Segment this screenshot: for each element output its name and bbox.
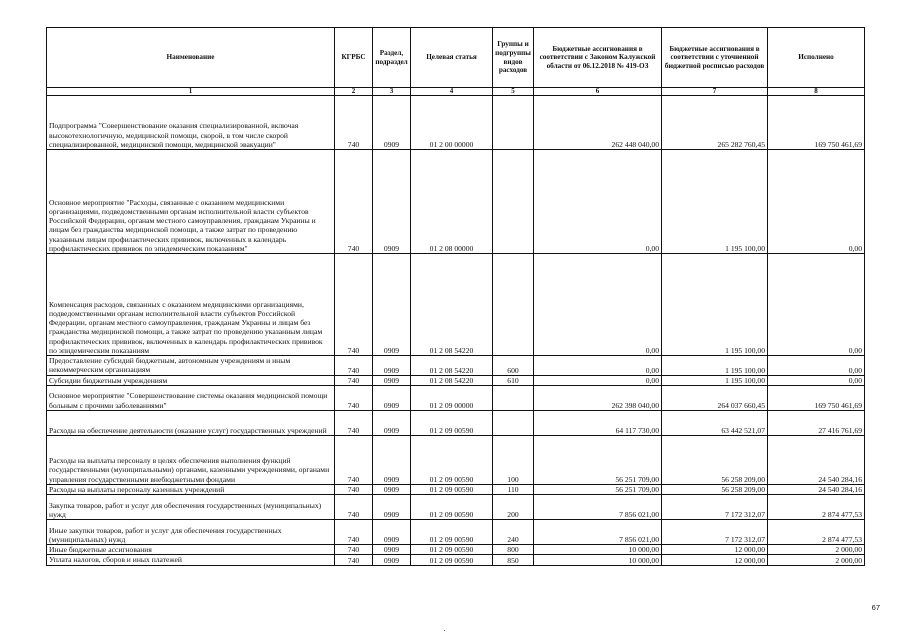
refined-allocation-cell: 7 172 312,07 xyxy=(662,520,768,545)
target-article-cell: 01 2 09 00590 xyxy=(411,410,493,435)
table-row xyxy=(47,150,865,254)
section-cell: 0909 xyxy=(373,545,411,555)
column-number: 6 xyxy=(534,88,662,96)
kgrbs-cell: 740 xyxy=(335,495,373,520)
row-name: Субсидии бюджетным учреждениям xyxy=(47,375,335,385)
law-allocation-cell: 10 000,00 xyxy=(534,545,662,555)
kgrbs-cell: 740 xyxy=(335,410,373,435)
kgrbs-cell: 740 xyxy=(335,385,373,410)
law-allocation-cell: 64 117 730,00 xyxy=(534,410,662,435)
target-article-cell: 01 2 08 54220 xyxy=(411,254,493,356)
expense-type-cell: 850 xyxy=(493,555,534,565)
kgrbs-cell: 740 xyxy=(335,375,373,385)
kgrbs-cell: 740 xyxy=(335,435,373,484)
table-row xyxy=(47,356,865,376)
kgrbs-cell: 740 xyxy=(335,356,373,376)
row-name: Иные бюджетные ассигнования xyxy=(47,545,335,555)
law-allocation-cell: 7 856 021,00 xyxy=(534,495,662,520)
column-number-row xyxy=(47,88,865,96)
table-body xyxy=(47,96,865,566)
law-allocation-cell: 0,00 xyxy=(534,356,662,376)
kgrbs-cell: 740 xyxy=(335,484,373,494)
row-name: Закупка товаров, работ и услуг для обеспечения государственных (муниципальных) нужд xyxy=(47,495,335,520)
section-cell: 0909 xyxy=(373,435,411,484)
executed-cell: 2 874 477,53 xyxy=(768,495,865,520)
row-name: Основное мероприятие "Расходы, связанные с оказанием медицинскими организациями, подведомственными органам исполнительной власти субъектов Российской Федерации, органам местного самоуправления, гражданам Украины и лицам без гражданства медицинской помощи, а также затрат по проведению указанным лицам профилактических прививок, включенных в календарь профилактических прививок по эпидемическим показаниям" xyxy=(47,150,335,254)
refined-allocation-cell: 12 000,00 xyxy=(662,555,768,565)
expense-type-cell: 600 xyxy=(493,356,534,376)
target-article-cell: 01 2 09 00000 xyxy=(411,385,493,410)
budget-execution-table xyxy=(46,27,865,566)
header-expense-type: Группы и подгруппы видов расходов xyxy=(493,28,534,88)
refined-allocation-cell: 56 258 209,00 xyxy=(662,435,768,484)
executed-cell: 27 416 761,69 xyxy=(768,410,865,435)
target-article-cell: 01 2 09 00590 xyxy=(411,520,493,545)
section-cell: 0909 xyxy=(373,254,411,356)
refined-allocation-cell: 1 195 100,00 xyxy=(662,254,768,356)
refined-allocation-cell: 56 258 209,00 xyxy=(662,484,768,494)
executed-cell: 169 750 461,69 xyxy=(768,385,865,410)
target-article-cell: 01 2 09 00590 xyxy=(411,435,493,484)
target-article-cell: 01 2 09 00590 xyxy=(411,545,493,555)
executed-cell: 2 874 477,53 xyxy=(768,520,865,545)
section-cell: 0909 xyxy=(373,356,411,376)
expense-type-cell: 610 xyxy=(493,375,534,385)
expense-type-cell xyxy=(493,385,534,410)
row-name: Расходы на выплаты персоналу в целях обеспечения выполнения функций государственными (муниципальными) органами, казенными учреждениями, органами управления государственными внебюджетными фондами xyxy=(47,435,335,484)
table-row xyxy=(47,385,865,410)
header-target-article: Целевая статья xyxy=(411,28,493,88)
expense-type-cell: 100 xyxy=(493,435,534,484)
table-row xyxy=(47,555,865,565)
column-number: 2 xyxy=(335,88,373,96)
executed-cell: 0,00 xyxy=(768,356,865,376)
target-article-cell: 01 2 00 00000 xyxy=(411,96,493,150)
row-name: Уплата налогов, сборов и иных платежей xyxy=(47,555,335,565)
refined-allocation-cell: 1 195 100,00 xyxy=(662,356,768,376)
section-cell: 0909 xyxy=(373,150,411,254)
table-row xyxy=(47,375,865,385)
table-row xyxy=(47,435,865,484)
kgrbs-cell: 740 xyxy=(335,520,373,545)
executed-cell: 2 000,00 xyxy=(768,545,865,555)
table-row xyxy=(47,545,865,555)
section-cell: 0909 xyxy=(373,96,411,150)
table-row xyxy=(47,484,865,494)
row-name: Основное мероприятие "Совершенствование системы оказания медицинской помощи больным с прочими заболеваниями" xyxy=(47,385,335,410)
executed-cell: 0,00 xyxy=(768,150,865,254)
law-allocation-cell: 0,00 xyxy=(534,150,662,254)
executed-cell: 24 540 284,16 xyxy=(768,484,865,494)
section-cell: 0909 xyxy=(373,555,411,565)
header-section: Раздел, подраздел xyxy=(373,28,411,88)
header-refined-allocations: Бюджетные ассигнования в соответствии с уточненной бюджетной росписью расходов xyxy=(662,28,768,88)
refined-allocation-cell: 63 442 521,07 xyxy=(662,410,768,435)
table-row xyxy=(47,254,865,356)
refined-allocation-cell: 264 037 660,45 xyxy=(662,385,768,410)
kgrbs-cell: 740 xyxy=(335,254,373,356)
target-article-cell: 01 2 09 00590 xyxy=(411,495,493,520)
target-article-cell: 01 2 08 54220 xyxy=(411,356,493,376)
kgrbs-cell: 740 xyxy=(335,96,373,150)
target-article-cell: 01 2 09 00590 xyxy=(411,484,493,494)
row-name: Предоставление субсидий бюджетным, автономным учреждениям и иным некоммерческим организациям xyxy=(47,356,335,376)
header-executed: Исполнено xyxy=(768,28,865,88)
scan-dot xyxy=(444,630,445,631)
target-article-cell: 01 2 08 00000 xyxy=(411,150,493,254)
law-allocation-cell: 56 251 709,00 xyxy=(534,435,662,484)
expense-type-cell xyxy=(493,254,534,356)
executed-cell: 24 540 284,16 xyxy=(768,435,865,484)
header-kgrbs: КГРБС xyxy=(335,28,373,88)
refined-allocation-cell: 7 172 312,07 xyxy=(662,495,768,520)
refined-allocation-cell: 1 195 100,00 xyxy=(662,150,768,254)
header-law-allocations: Бюджетные ассигнования в соответствии с Законом Калужской области от 06.12.2018 № 419-ОЗ xyxy=(534,28,662,88)
section-cell: 0909 xyxy=(373,385,411,410)
target-article-cell: 01 2 09 00590 xyxy=(411,555,493,565)
row-name: Расходы на выплаты персоналу казенных учреждений xyxy=(47,484,335,494)
section-cell: 0909 xyxy=(373,410,411,435)
expense-type-cell xyxy=(493,150,534,254)
section-cell: 0909 xyxy=(373,484,411,494)
expense-type-cell: 800 xyxy=(493,545,534,555)
law-allocation-cell: 0,00 xyxy=(534,375,662,385)
kgrbs-cell: 740 xyxy=(335,555,373,565)
page-number: 67 xyxy=(871,603,880,612)
executed-cell: 169 750 461,69 xyxy=(768,96,865,150)
refined-allocation-cell: 1 195 100,00 xyxy=(662,375,768,385)
column-number: 4 xyxy=(411,88,493,96)
table-row xyxy=(47,520,865,545)
refined-allocation-cell: 265 282 760,45 xyxy=(662,96,768,150)
column-number: 8 xyxy=(768,88,865,96)
target-article-cell: 01 2 08 54220 xyxy=(411,375,493,385)
expense-type-cell: 200 xyxy=(493,495,534,520)
row-name: Расходы на обеспечение деятельности (оказание услуг) государственных учреждений xyxy=(47,410,335,435)
column-number: 3 xyxy=(373,88,411,96)
executed-cell: 0,00 xyxy=(768,254,865,356)
column-number: 5 xyxy=(493,88,534,96)
section-cell: 0909 xyxy=(373,375,411,385)
table-row xyxy=(47,495,865,520)
expense-type-cell: 110 xyxy=(493,484,534,494)
refined-allocation-cell: 12 000,00 xyxy=(662,545,768,555)
header-row xyxy=(47,28,865,88)
law-allocation-cell: 262 448 040,00 xyxy=(534,96,662,150)
row-name: Подпрограмма "Совершенствование оказания специализированной, включая высокотехнологичную, медицинской помощи, скорой, в том числе скорой специализированной, медицинской помощи, медицинской эвакуации" xyxy=(47,96,335,150)
expense-type-cell: 240 xyxy=(493,520,534,545)
table-row xyxy=(47,410,865,435)
header-name: Наименование xyxy=(47,28,335,88)
executed-cell: 0,00 xyxy=(768,375,865,385)
executed-cell: 2 000,00 xyxy=(768,555,865,565)
section-cell: 0909 xyxy=(373,495,411,520)
law-allocation-cell: 7 856 021,00 xyxy=(534,520,662,545)
kgrbs-cell: 740 xyxy=(335,150,373,254)
column-number: 7 xyxy=(662,88,768,96)
row-name: Компенсация расходов, связанных с оказанием медицинскими организациями, подведомственными органам исполнительной власти субъектов Российской Федерации, органам местного самоуправления, гражданам Украины и лицам без гражданства медицинской помощи, а также затрат по проведению указанным лицам профилактических прививок, включенных в календарь профилактических прививок по эпидемическим показаниям xyxy=(47,254,335,356)
row-name: Иные закупки товаров, работ и услуг для обеспечения государственных (муниципальных) нужд xyxy=(47,520,335,545)
law-allocation-cell: 0,00 xyxy=(534,254,662,356)
table-row xyxy=(47,96,865,150)
expense-type-cell xyxy=(493,410,534,435)
section-cell: 0909 xyxy=(373,520,411,545)
kgrbs-cell: 740 xyxy=(335,545,373,555)
law-allocation-cell: 10 000,00 xyxy=(534,555,662,565)
column-number: 1 xyxy=(47,88,335,96)
law-allocation-cell: 262 398 040,00 xyxy=(534,385,662,410)
law-allocation-cell: 56 251 709,00 xyxy=(534,484,662,494)
expense-type-cell xyxy=(493,96,534,150)
